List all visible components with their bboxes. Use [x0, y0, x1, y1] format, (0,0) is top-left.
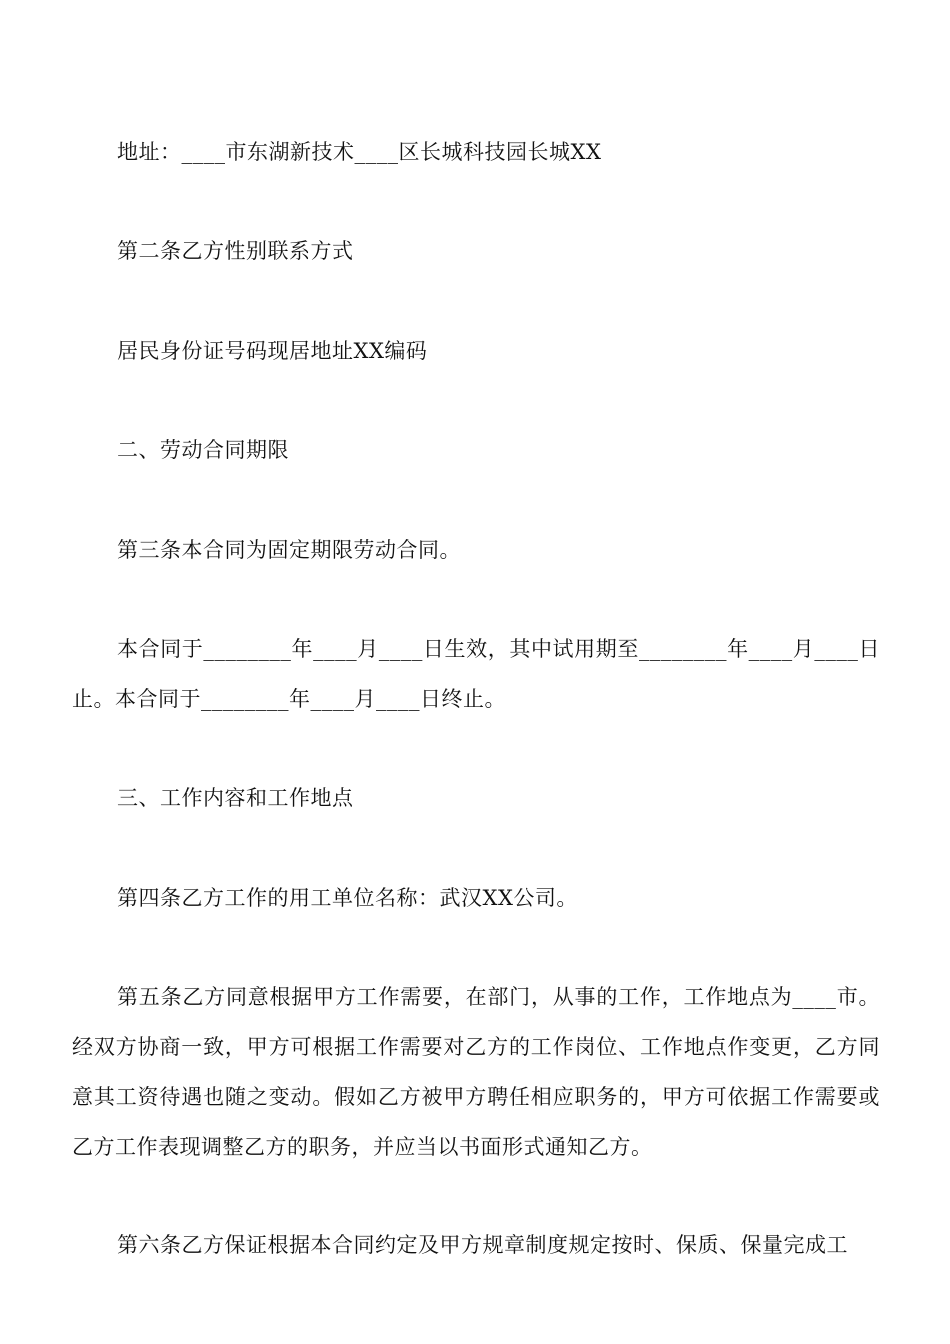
paragraph-effective-dates: 本合同于________年____月____日生效，其中试用期至________年____月____日止。本合同于________年____月____日终止。: [72, 637, 880, 711]
paragraph-article-3: 第三条本合同为固定期限劳动合同。: [117, 538, 461, 562]
paragraph-address: 地址：____市东湖新技术____区长城科技园长城XX: [117, 140, 602, 164]
paragraph-article-4: 第四条乙方工作的用工单位名称：武汉XX公司。: [117, 886, 578, 910]
section-heading-contract-term: 二、劳动合同期限: [117, 438, 289, 462]
section-heading-work-content: 三、工作内容和工作地点: [117, 786, 354, 810]
paragraph-article-2: 第二条乙方性别联系方式: [117, 239, 354, 263]
paragraph-article-6: 第六条乙方保证根据本合同约定及甲方规章制度规定按时、保质、保量完成工: [117, 1233, 848, 1257]
paragraph-article-5: 第五条乙方同意根据甲方工作需要，在部门，从事的工作，工作地点为____市。经双方协商一致，甲方可根据工作需要对乙方的工作岗位、工作地点作变更，乙方同意其工资待遇也随之变动。假如乙方被甲方聘任相应职务的，甲方可依据工作需要或乙方工作表现调整乙方的职务，并应当以书面形式通知乙方。: [72, 985, 880, 1159]
paragraph-id-address: 居民身份证号码现居地址XX编码: [117, 339, 428, 363]
